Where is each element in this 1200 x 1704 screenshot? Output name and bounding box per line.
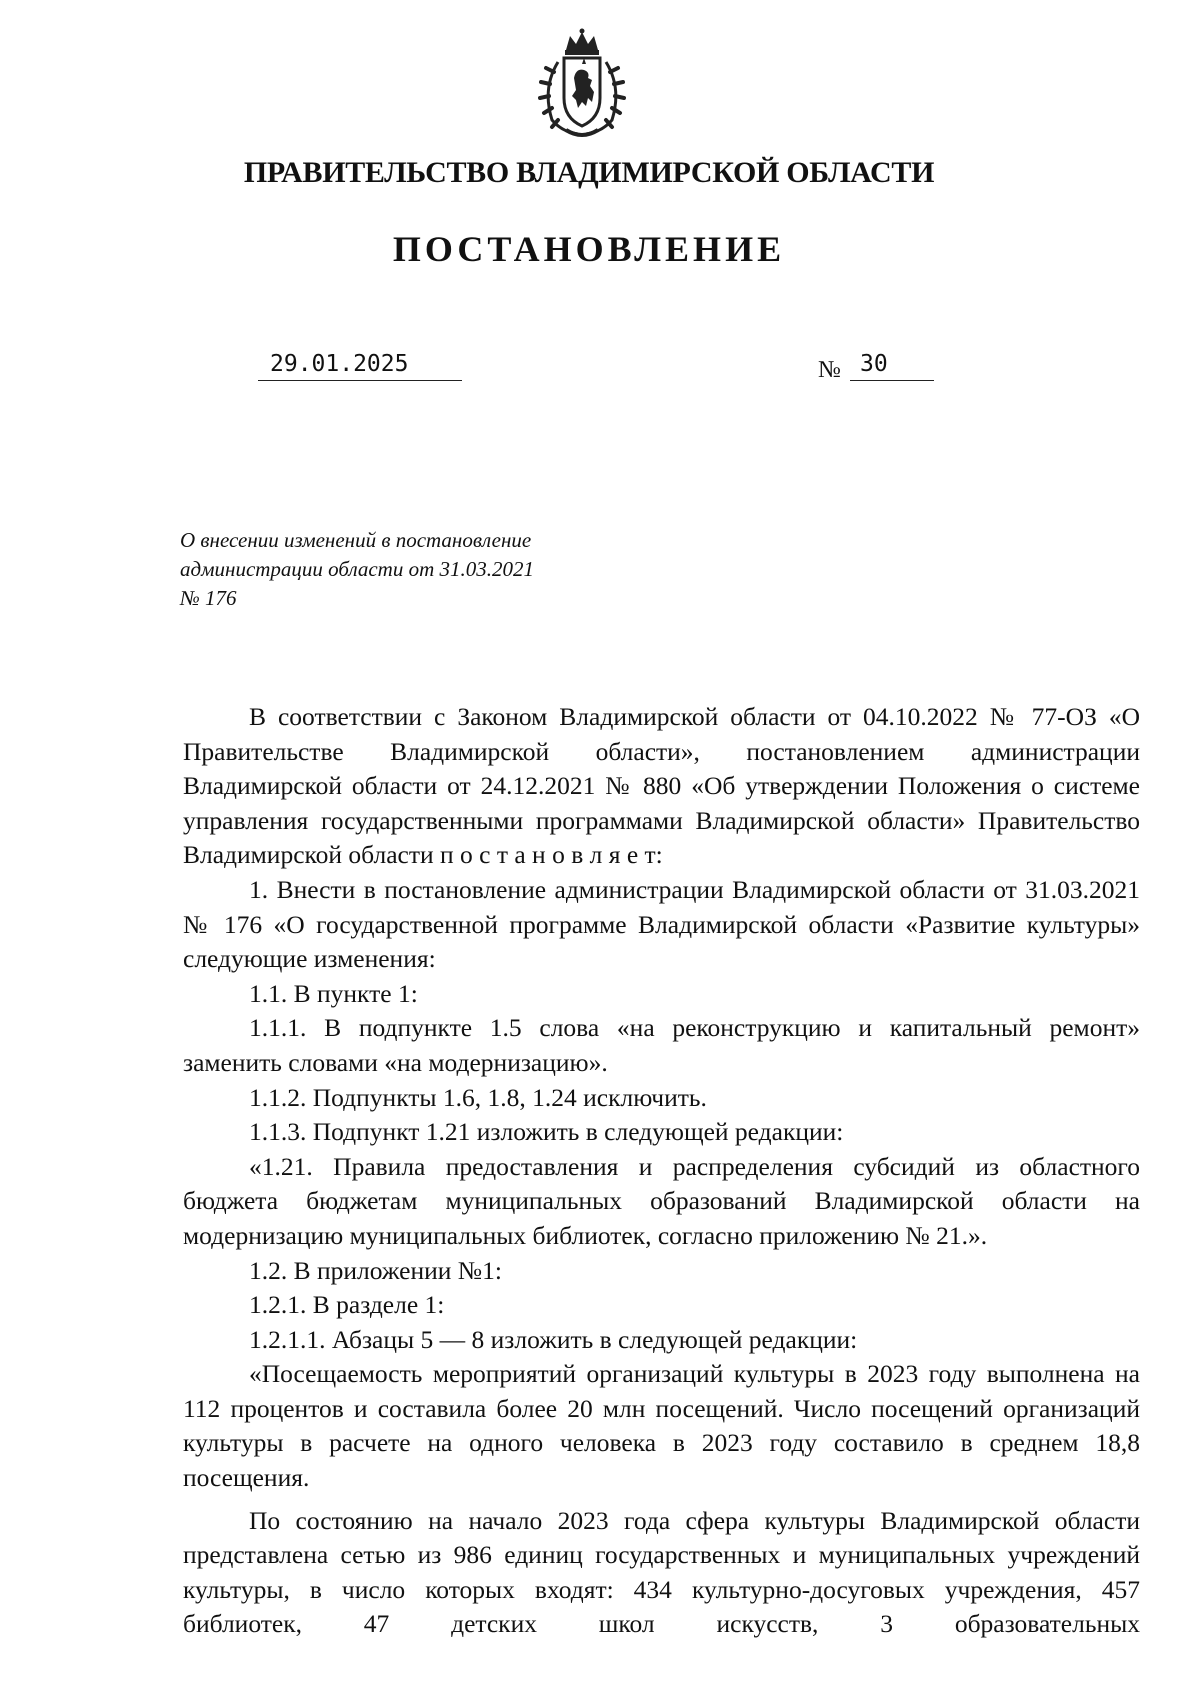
- organization-title: ПРАВИТЕЛЬСТВО ВЛАДИМИРСКОЙ ОБЛАСТИ: [243, 156, 935, 189]
- body-paragraph: 1.2. В приложении №1:: [249, 1255, 502, 1285]
- body-paragraph: В соответствии с Законом Владимирской области от 04.10.2022 № 77-ОЗ «О Правительстве Владимирской области», постановлением администрации Владимирской области от 24.12.2021 № 880 «Об утверждении Положения о системе управления государственными программами Владимирской области» Правительство Владимирской области п о с т а н о в л я е т:: [183, 702, 1140, 870]
- subject-line: администрации области от 31.03.2021: [180, 557, 535, 581]
- body-paragraph: «1.21. Правила предоставления и распределения субсидий из областного бюджета бюджетам муниципальных образований Владимирской области на модернизацию муниципальных библиотек, согласно приложению № 21.».: [183, 1151, 1140, 1250]
- body-paragraph: 1.1.1. В подпункте 1.5 слова «на реконструкцию и капитальный ремонт» заменить словами «на модернизацию».: [183, 1013, 1140, 1077]
- coat-of-arms-icon: [536, 28, 628, 140]
- body-paragraph: 1.2.1. В разделе 1:: [249, 1290, 445, 1320]
- document-number: 30: [850, 350, 934, 381]
- document-type-title: ПОСТАНОВЛЕНИЕ: [392, 229, 786, 269]
- body-paragraph: «Посещаемость мероприятий организаций культуры в 2023 году выполнена на 112 процентов и составила более 20 млн посещений. Число посещений организаций культуры в расчете на одного человека в 2023 году составило в среднем 18,8 посещения.: [183, 1359, 1140, 1493]
- body-paragraph: 1.2.1.1. Абзацы 5 — 8 изложить в следующей редакции:: [249, 1324, 858, 1354]
- document-date: 29.01.2025: [258, 350, 462, 381]
- document-subject: [180, 526, 620, 613]
- number-label: №: [818, 357, 841, 383]
- body-paragraph: По состоянию на начало 2023 года сфера культуры Владимирской области представлена сетью из 986 единиц государственных и муниципальных учреждений культуры, в число которых входят: 434 культурно-досуговых учреждения, 457 библиотек, 47 детских школ искусств, 3 образовательных: [183, 1505, 1140, 1639]
- body-paragraph: 1. Внести в постановление администрации Владимирской области от 31.03.2021 № 176 «О государственной программе Владимирской области «Развитие культуры» следующие изменения:: [183, 874, 1140, 974]
- body-paragraph: 1.1.2. Подпункты 1.6, 1.8, 1.24 исключить.: [249, 1082, 707, 1112]
- subject-line: О внесении изменений в постановление: [180, 528, 532, 552]
- body-paragraph: 1.1. В пункте 1:: [249, 978, 418, 1008]
- document-body: [183, 700, 1140, 1642]
- subject-line: № 176: [180, 586, 237, 610]
- body-paragraph: 1.1.3. Подпункт 1.21 изложить в следующей редакции:: [249, 1117, 844, 1147]
